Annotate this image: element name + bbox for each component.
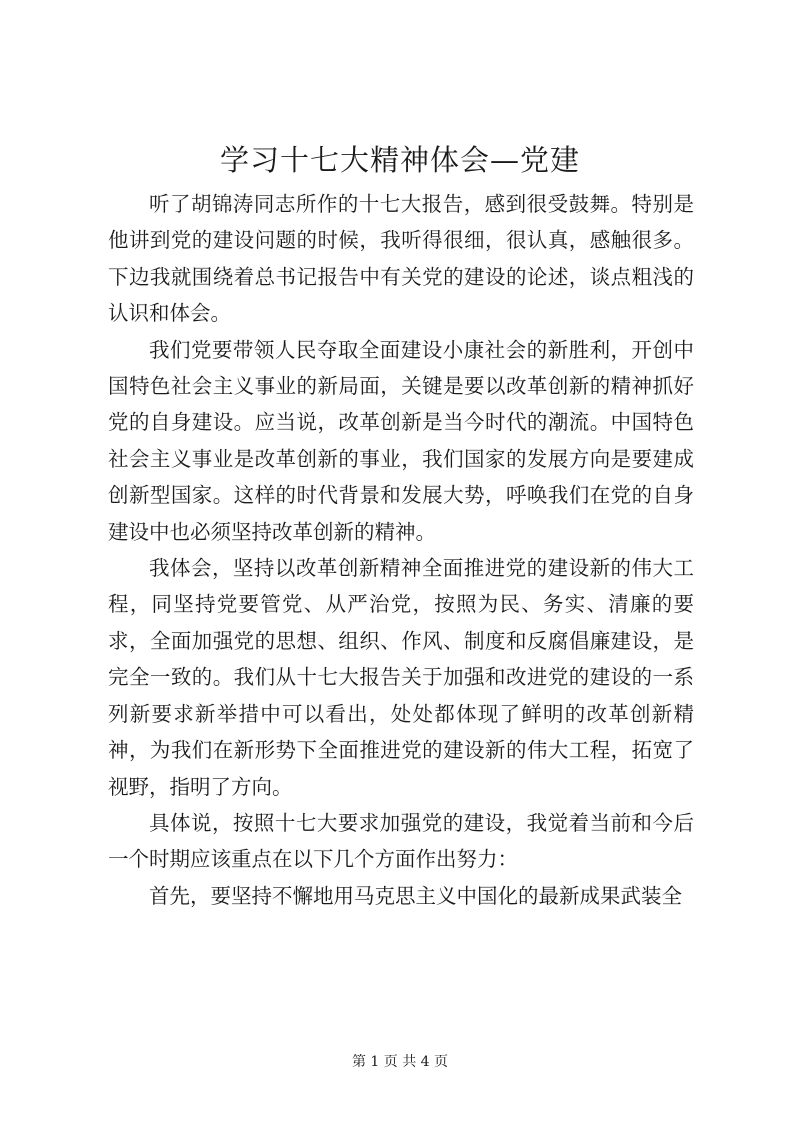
paragraph: 我们党要带领人民夺取全面建设小康社会的新胜利，开创中国特色社会主义事业的新局面，关键是要以改革创新的精神抓好党的自身建设。应当说，改革创新是当今时代的潮流。中国特色社会主义事业是改革创新的事业，我们国家的发展方向是要建成创新型国家。这样的时代背景和发展大势，呼唤我们在党的自身建设中也必须坚持改革创新的精神。 <box>108 337 694 544</box>
paragraph: 听了胡锦涛同志所作的十七大报告，感到很受鼓舞。特别是他讲到党的建设问题的时候，我听得很细，很认真，感触很多。下边我就围绕着总书记报告中有关党的建设的论述，谈点粗浅的认识和体会。 <box>108 192 694 326</box>
paragraph: 具体说，按照十七大要求加强党的建设，我觉着当前和今后一个时期应该重点在以下几个方面作出努力： <box>108 810 694 872</box>
document-body <box>108 186 694 914</box>
paragraph: 我体会，坚持以改革创新精神全面推进党的建设新的伟大工程，同坚持党要管党、从严治党，按照为民、务实、清廉的要求，全面加强党的思想、组织、作风、制度和反腐倡廉建设，是完全一致的。我们从十七大报告关于加强和改进党的建设的一系列新要求新举措中可以看出，处处都体现了鲜明的改革创新精神，为我们在新形势下全面推进党的建设新的伟大工程，拓宽了视野，指明了方向。 <box>108 556 694 799</box>
paragraph: 首先，要坚持不懈地用马克思主义中国化的最新成果武装全 <box>149 883 682 908</box>
page-number-footer: 第 1 页 共 4 页 <box>351 1054 449 1070</box>
document-title: 学习十七大精神体会—党建 <box>219 143 580 177</box>
